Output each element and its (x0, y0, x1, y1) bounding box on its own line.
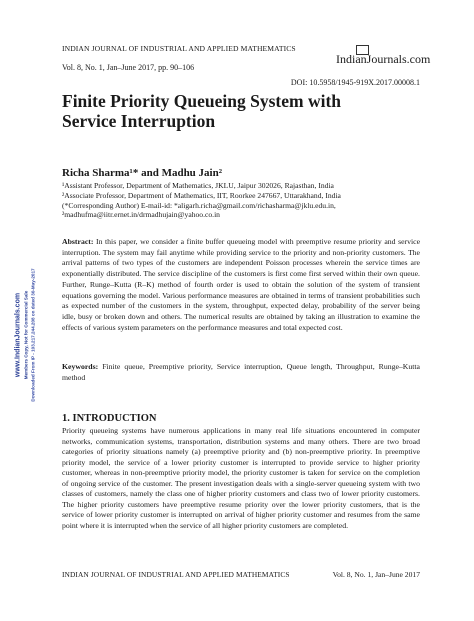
watermark-copy-note: Members Copy, Not for Commercial Sale (23, 290, 29, 380)
abstract-text: In this paper, we consider a finite buffer queueing model with preemptive resume priority and service interruption. The system may fail anytime while providing service to the priority and non-priority customers. The arrival patterns of two types of the customers are independent Poisson processes wherein the service times are exponentially distributed. The service discipline of the customers is first come first served within their own queue. Further, Runge–Kutta (R–K) method of fourth order is used to obtain the solution of the system of transient equations governing the model. Various performance measures are obtained in terms of transient probabilities such as expected number of the customers in the system, throughput, expected delay, probability of the server being idle, busy or broken down and others. The numerical results are obtained by taking an illustration to examine the effects of various system parameters on the performance measures and total expected cost. (62, 237, 421, 332)
journal-name: INDIAN JOURNAL OF INDUSTRIAL AND APPLIED MATHEMATICS (62, 44, 296, 53)
corresponding-author: (*Corresponding Author) E-mail-id: *aligarh.richa@gmail.com/richasharma@jklu.edu.in, (62, 200, 336, 210)
abstract (62, 237, 420, 333)
keywords (62, 362, 420, 383)
article-title: Finite Priority Queueing System with Service Interruption (62, 91, 342, 131)
keywords-text: Finite queue, Preemptive priority, Service interruption, Queue length, Throughput, Runge–Kutta method (62, 362, 420, 382)
abstract-label: Abstract: (62, 237, 94, 246)
watermark-download-note: Downloaded From IP - 103.217.244.208 on dated 30-May-2017 (30, 268, 36, 402)
logo-text: IndianJournals.com (336, 52, 431, 66)
affiliation-2: ²Associate Professor, Department of Mathematics, IIT, Roorkee 247667, Uttarakhand, India (62, 190, 341, 200)
footer-issue: Vol. 8, No. 1, Jan–June 2017 (332, 570, 420, 579)
volume-pages: Vol. 8, No. 1, Jan–June 2017, pp. 90–106 (62, 63, 195, 72)
author-email: ²madhufma@iitr.ernet.in/drmadhujain@yahoo.co.in (62, 210, 220, 220)
download-watermark (4, 230, 48, 440)
publisher-logo (336, 43, 431, 69)
doi: DOI: 10.5958/1945-919X.2017.00008.1 (290, 78, 420, 87)
authors: Richa Sharma¹* and Madhu Jain² (62, 167, 223, 179)
footer-journal: INDIAN JOURNAL OF INDUSTRIAL AND APPLIED MATHEMATICS (62, 570, 290, 579)
keywords-label: Keywords: (62, 362, 99, 371)
watermark-site: www.IndianJournals.com (14, 292, 22, 378)
introduction-text: Priority queueing systems have numerous applications in many real life situations encountered in computer networks, communication systems, transportation, distribution systems and many others. There are two broad categories of priority situations namely (a) preemptive priority and (b) non-preemptive priority. In preemptive priority model, the service of a lower priority customer is interrupted to provide service to higher priority customer, whereas in non-preemptive priority model, the priority customer is taken for service on the completion of ongoing service of the customer. The present investigation deals with a single-server queueing system with two classes of customers, namely the class one of higher priority customers and class two of lower priority customers. The higher priority customers have preemptive resume priority over the lower priority customers, that is the service of lower priority customer is interrupted on arrival of higher priority customer and resumes from the same point where it is interrupted when the service of all higher priority customers are completed. (62, 426, 420, 530)
affiliation-1: ¹Assistant Professor, Department of Mathematics, JKLU, Jaipur 302026, Rajasthan, India (62, 181, 334, 190)
affiliations (62, 181, 432, 220)
section-heading: 1. INTRODUCTION (62, 413, 157, 424)
